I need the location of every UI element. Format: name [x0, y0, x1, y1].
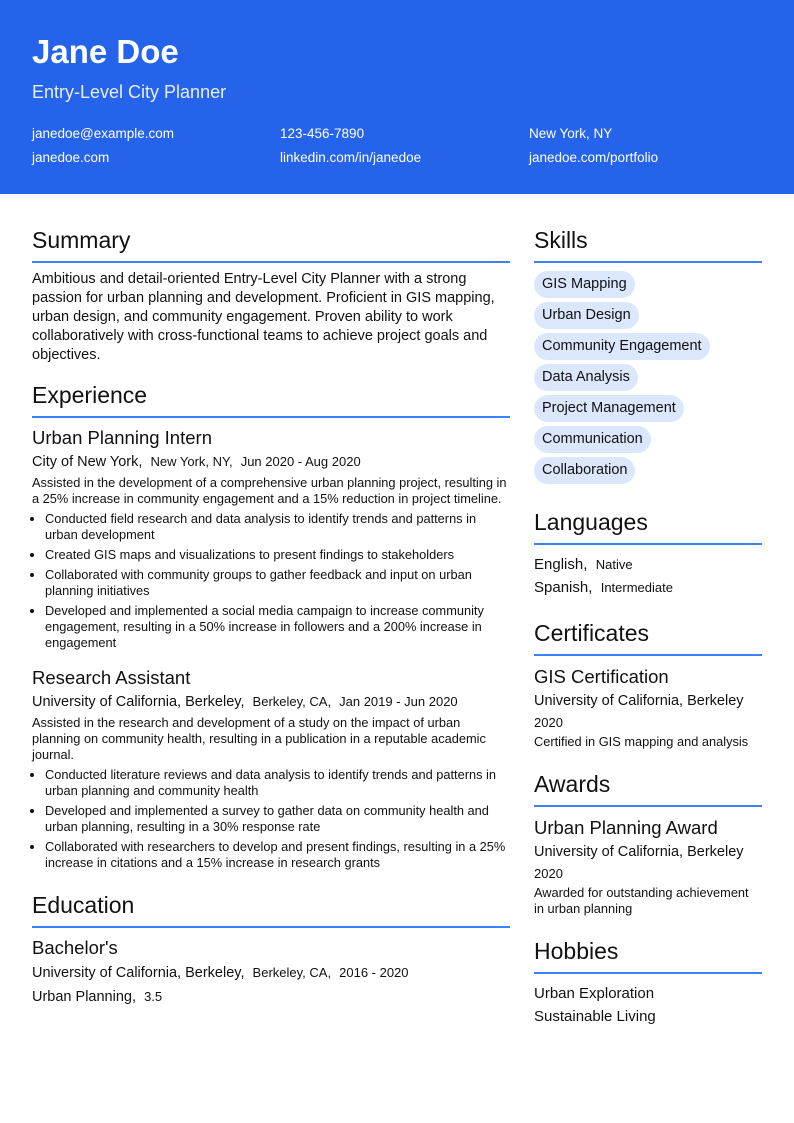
resume-header: [0, 0, 794, 194]
education-field-line: [32, 985, 510, 1009]
awards-heading: Awards: [534, 764, 762, 807]
job-company: University of California, Berkeley,: [32, 694, 245, 710]
candidate-role: Entry-Level City Planner: [32, 82, 227, 102]
right-column: [534, 220, 762, 1028]
contact-website[interactable]: janedoe.com: [32, 149, 110, 165]
award-year: 2020: [534, 866, 563, 881]
skill-tag: Collaboration: [534, 457, 635, 484]
education-school-line: [32, 961, 510, 985]
contact-portfolio[interactable]: janedoe.com/portfolio: [529, 149, 659, 165]
job-bullet: • Conducted literature reviews and data analysis to identify trends and patterns in urban planning and community health: [45, 767, 510, 799]
job-dates: Jun 2020 - Aug 2020: [240, 454, 361, 469]
certificate-year: 2020: [534, 715, 563, 730]
summary-heading: Summary: [32, 220, 510, 263]
language-level: Intermediate: [600, 580, 673, 595]
education-field: Urban Planning,: [32, 989, 136, 1005]
job-description: Assisted in the research and development of a study on the impact of urban planning on community health, resulting in a publication in a reputable academic journal.: [32, 715, 486, 762]
job-description: Assisted in the development of a comprehensive urban planning project, resulting in a 25% increase in community engagement and a 15% reduction in project timeline.: [32, 475, 507, 506]
job-bullets: [32, 767, 510, 871]
job-bullet: • Created GIS maps and visualizations to present findings to stakeholders: [45, 547, 510, 563]
job-location: New York, NY,: [150, 454, 233, 469]
summary-text: Ambitious and detail-oriented Entry-Level City Planner with a strong passion for urban planning and development. Proficient in GIS mapping, urban design, and community engagement. Proven ability to work collaboratively with cross-functional teams to achieve project goals and objectives.: [32, 271, 495, 363]
education-school: University of California, Berkeley,: [32, 965, 245, 981]
language-name: English,: [534, 556, 588, 573]
certificate-entry: [534, 664, 762, 750]
candidate-name: Jane Doe: [32, 33, 179, 70]
award-name: Urban Planning Award: [534, 817, 718, 838]
award-entry: [534, 815, 762, 917]
education-gpa: 3.5: [144, 989, 163, 1004]
job-entry: [32, 665, 510, 871]
languages-list: [534, 553, 762, 599]
skills-list: [534, 271, 762, 488]
skill-tag: Urban Design: [534, 302, 639, 329]
job-company: City of New York,: [32, 454, 143, 470]
hobby-item: Urban Exploration: [534, 985, 655, 1002]
education-dates: 2016 - 2020: [339, 965, 409, 980]
contact-phone[interactable]: 123-456-7890: [280, 125, 365, 141]
education-heading: Education: [32, 885, 510, 928]
job-meta: [32, 691, 510, 713]
language-item: [534, 553, 762, 576]
hobbies-list: [534, 982, 762, 1028]
hobbies-heading: Hobbies: [534, 931, 762, 974]
job-location: Berkeley, CA,: [252, 694, 332, 709]
hobby-item: Sustainable Living: [534, 1008, 656, 1025]
contact-grid: [32, 121, 762, 169]
job-bullet: • Developed and implemented a survey to gather data on community health and urban planning, resulting in a 30% response rate: [45, 803, 510, 835]
job-bullet: • Collaborated with community groups to gather feedback and input on urban planning initiatives: [45, 567, 510, 599]
certificates-heading: Certificates: [534, 613, 762, 656]
job-title: Research Assistant: [32, 667, 191, 688]
language-item: [534, 576, 762, 599]
certificate-name: GIS Certification: [534, 666, 669, 687]
job-meta: [32, 451, 510, 473]
job-bullet: • Conducted field research and data analysis to identify trends and patterns in urban development: [45, 511, 510, 543]
job-bullet: • Collaborated with researchers to develop and present findings, resulting in a 25% increase in citations and a 15% increase in research grants: [45, 839, 510, 871]
left-column: [32, 220, 510, 1009]
education-degree: Bachelor's: [32, 937, 118, 958]
skill-tag: Communication: [534, 426, 651, 453]
contact-email[interactable]: janedoe@example.com: [32, 125, 175, 141]
certificate-org: University of California, Berkeley: [534, 693, 744, 709]
contact-linkedin[interactable]: linkedin.com/in/janedoe: [280, 149, 422, 165]
language-name: Spanish,: [534, 579, 593, 596]
skill-tag: Community Engagement: [534, 333, 710, 360]
award-org: University of California, Berkeley: [534, 844, 744, 860]
languages-heading: Languages: [534, 502, 762, 545]
award-description: Awarded for outstanding achievement in urban planning: [534, 885, 749, 916]
skills-heading: Skills: [534, 220, 762, 263]
language-level: Native: [595, 557, 633, 572]
job-bullets: [32, 511, 510, 651]
skill-tag: Data Analysis: [534, 364, 638, 391]
certificate-description: Certified in GIS mapping and analysis: [534, 734, 749, 749]
experience-heading: Experience: [32, 375, 510, 418]
education-location: Berkeley, CA,: [252, 965, 332, 980]
skill-tag: GIS Mapping: [534, 271, 635, 298]
skill-tag: Project Management: [534, 395, 684, 422]
job-title: Urban Planning Intern: [32, 427, 212, 448]
job-dates: Jan 2019 - Jun 2020: [339, 694, 458, 709]
contact-location: New York, NY: [529, 125, 613, 141]
job-bullet: • Developed and implemented a social media campaign to increase community engagement, resulting in a 50% increase in followers and a 200% increase in engagement: [45, 603, 510, 651]
job-entry: [32, 425, 510, 651]
